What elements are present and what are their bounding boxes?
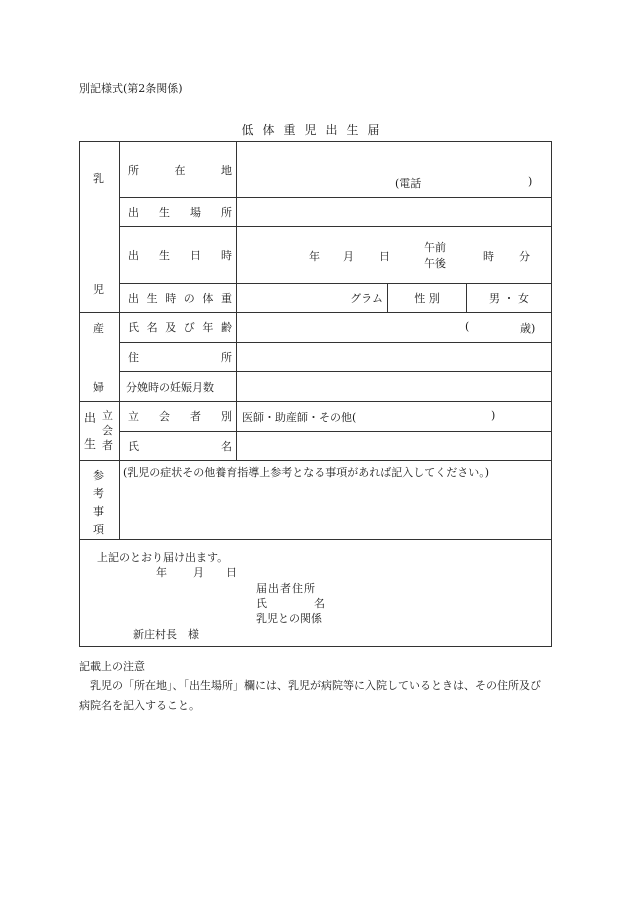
- birthplace-value-cell[interactable]: [237, 198, 552, 227]
- addressee: 新庄村長 様: [133, 628, 199, 641]
- birth-month-label: 月: [343, 250, 354, 263]
- birth-minute-label: 分: [519, 250, 530, 263]
- location-label-char: 所: [128, 164, 139, 177]
- remarks-label-char: 事: [93, 505, 104, 518]
- attendant-label-char: 別: [221, 410, 232, 424]
- submitter-address-label: 届出者住所: [256, 582, 316, 595]
- mother-group-bottom: 婦: [93, 381, 104, 394]
- attendant-label-char: 立: [128, 410, 139, 424]
- attendant-name-label-char: 名: [221, 439, 232, 453]
- attendant-group-cell: [80, 402, 120, 461]
- birthplace-label-char: 出: [128, 206, 139, 219]
- infant-group-bottom: 児: [93, 282, 104, 296]
- location-value-cell[interactable]: [237, 142, 552, 198]
- birth-day-label: 日: [379, 250, 390, 263]
- phone-label: (電話: [395, 177, 422, 190]
- phone-close: ): [528, 175, 533, 188]
- row-location: [80, 142, 552, 198]
- remarks-label-char: 項: [93, 523, 104, 536]
- weight-label-char: 時: [165, 292, 177, 305]
- sex-value: 男 ・ 女: [489, 292, 529, 305]
- submitter-name-label: 名: [314, 597, 325, 610]
- mother-name-age-label-cell: [120, 313, 237, 343]
- attendant-group-char: 会: [102, 424, 113, 437]
- notes-body: 乳児の「所在地」、「出生場所」欄には、乳児が病院等に入院しているときは、その住所及び病院名を記入すること。: [79, 679, 541, 712]
- birthplace-label-char: 所: [221, 206, 232, 219]
- weight-sex-cell: [237, 284, 552, 313]
- row-remarks: [80, 461, 552, 540]
- location-label-char: 地: [221, 164, 232, 177]
- declaration-cell: [80, 540, 552, 647]
- birthdate-value-cell[interactable]: [237, 227, 552, 284]
- row-mother-address: [80, 342, 552, 372]
- weight-label-char: の: [183, 292, 195, 305]
- gram-unit: グラム: [350, 292, 383, 305]
- remarks-label-cell: [80, 461, 120, 540]
- address-label-char: 所: [221, 350, 232, 364]
- age-unit: 歳): [520, 322, 536, 335]
- birthdate-label-char: 日: [190, 249, 201, 262]
- name-age-label-char: び: [183, 321, 195, 335]
- location-label-cell: [120, 142, 237, 198]
- row-attendant-name: [80, 431, 552, 461]
- declaration-day: 日: [226, 566, 237, 579]
- address-label-char: 住: [128, 350, 139, 364]
- weight-label-char: 体: [202, 292, 214, 305]
- attendant-label-char: 者: [190, 410, 201, 424]
- sex-label: 性 別: [414, 292, 440, 305]
- row-mother-name-age: [80, 313, 552, 343]
- infant-group-top: 乳: [93, 171, 104, 185]
- declaration-month: 月: [193, 566, 204, 579]
- weight-label-char: 重: [220, 292, 232, 305]
- pregnancy-label-cell: [120, 372, 237, 402]
- pregnancy-value-cell[interactable]: [237, 372, 552, 402]
- remarks-instruction: (乳児の症状その他養育指導上参考となる事項があれば記入してください。): [123, 466, 490, 479]
- name-age-label-char: 及: [165, 321, 177, 335]
- remarks-label-char: 考: [93, 487, 104, 500]
- birthplace-label-char: 場: [190, 206, 201, 219]
- birthdate-label-char: 出: [128, 249, 139, 262]
- attendant-type-label-cell: [120, 402, 237, 432]
- birthdate-label-char: 生: [159, 249, 170, 262]
- pm-label: 午後: [424, 257, 446, 270]
- attendant-type-value-cell[interactable]: [237, 402, 552, 432]
- row-pregnancy-months: [80, 372, 552, 402]
- declaration-year: 年: [156, 566, 167, 579]
- birthdate-label-char: 時: [221, 249, 232, 262]
- birthplace-label-char: 生: [159, 206, 170, 219]
- weight-label-cell: [120, 284, 237, 313]
- attendant-group-char: 生: [84, 437, 97, 451]
- weight-label-char: 生: [146, 292, 158, 305]
- remarks-label-char: 参: [93, 469, 104, 482]
- birth-report-form: [79, 141, 552, 647]
- attendant-group-char: 出: [84, 411, 97, 425]
- attendant-name-label-char: 氏: [128, 439, 139, 453]
- mother-group-cell: [80, 313, 120, 402]
- mother-group-top: 産: [93, 322, 104, 335]
- mother-address-value-cell[interactable]: [237, 342, 552, 372]
- weight-value-field[interactable]: [237, 284, 387, 312]
- mother-address-label-cell: [120, 342, 237, 372]
- notes-title: 記載上の注意: [79, 660, 145, 673]
- attendant-options: 医師・助産師・その他(: [242, 411, 357, 424]
- attendant-group-char: 立: [102, 409, 113, 422]
- row-declaration: [80, 540, 552, 647]
- pregnancy-label: 分娩時の妊娠月数: [126, 380, 214, 394]
- birth-hour-label: 時: [483, 250, 494, 263]
- name-age-label-char: 齢: [220, 321, 232, 335]
- declaration-statement: 上記のとおり届け出ます。: [97, 551, 229, 564]
- location-label-char: 在: [174, 164, 186, 177]
- sex-value-cell[interactable]: [467, 284, 551, 312]
- birth-year-label: 年: [309, 250, 320, 263]
- row-birthplace: [80, 198, 552, 227]
- birthplace-label-cell: [120, 198, 237, 227]
- name-age-label-char: 氏: [128, 321, 139, 335]
- name-age-label-char: 年: [202, 321, 214, 335]
- row-attendant-type: [80, 402, 552, 432]
- name-age-label-char: 名: [146, 321, 158, 335]
- infant-group-cell: [80, 142, 120, 313]
- form-header: 別記様式(第2条関係): [79, 82, 183, 95]
- attendant-name-value-cell[interactable]: [237, 431, 552, 461]
- form-title: 低体重児出生届: [241, 123, 389, 137]
- am-label: 午前: [424, 241, 446, 254]
- attendant-name-label-cell: [120, 431, 237, 461]
- attendant-options-close: ): [491, 409, 496, 422]
- attendant-group-char: 者: [102, 439, 113, 452]
- row-birthdate: [80, 227, 552, 284]
- age-open: (: [465, 320, 470, 333]
- mother-name-age-value-cell[interactable]: [237, 313, 552, 343]
- weight-label-char: 出: [128, 292, 139, 305]
- submitter-name-label: 氏: [256, 597, 267, 610]
- attendant-label-char: 会: [159, 410, 170, 424]
- sex-label-cell: [387, 284, 467, 312]
- remarks-value-cell[interactable]: [120, 461, 552, 540]
- row-weight: [80, 284, 552, 313]
- relationship-label: 乳児との関係: [256, 612, 322, 625]
- birthdate-label-cell: [120, 227, 237, 284]
